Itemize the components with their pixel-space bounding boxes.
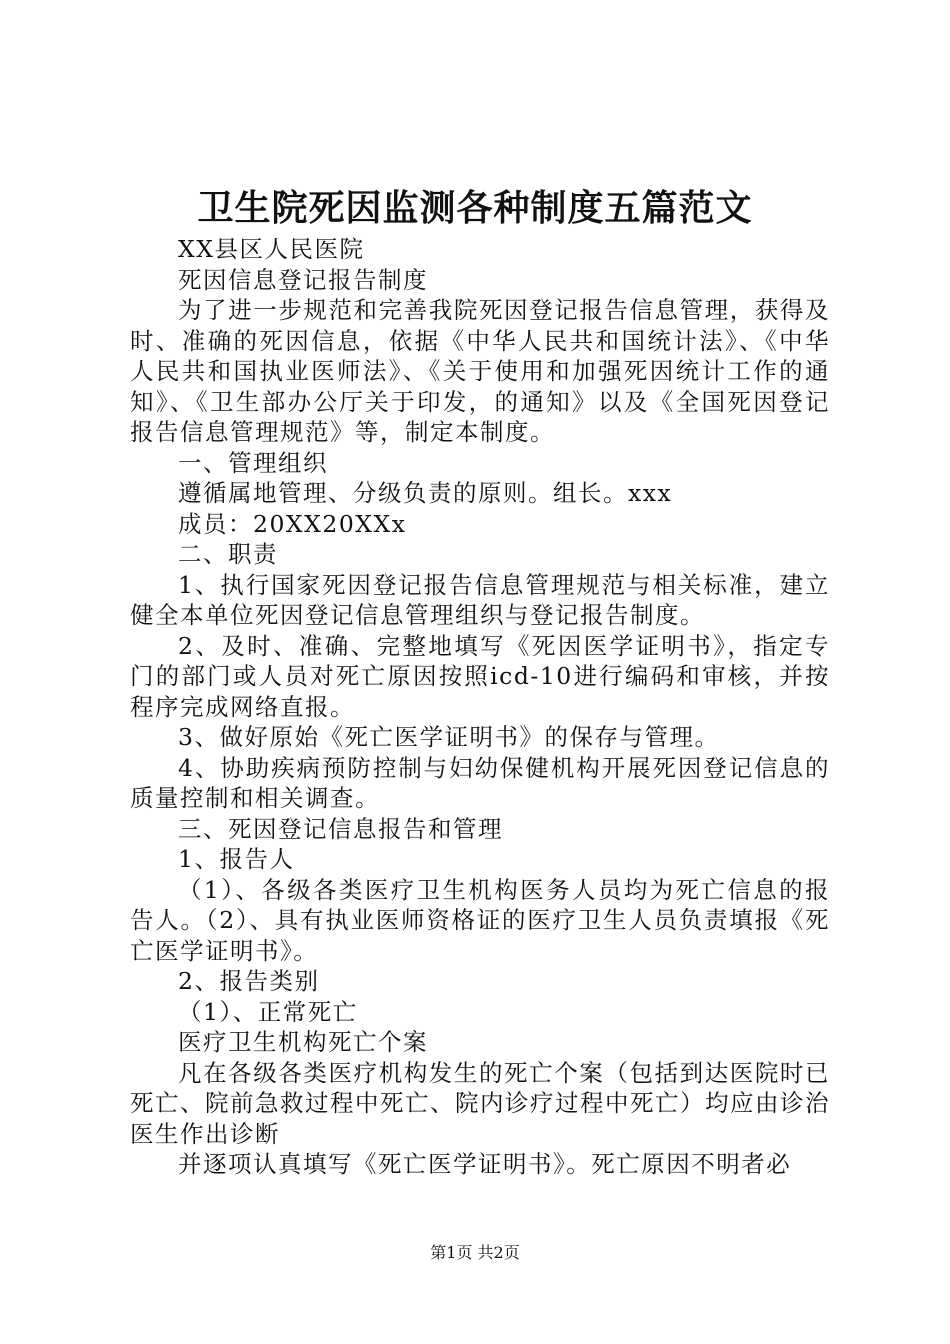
document-body: [130, 234, 830, 1180]
paragraph-reporter: （1）、各级各类医疗卫生机构医务人员均为死亡信息的报告人。（2）、具有执业医师资格证的医疗卫生人员负责填报《死亡医学证明书》。: [130, 875, 830, 965]
paragraph-policy-name: 死因信息登记报告制度: [178, 265, 428, 294]
section-heading-management: 一、管理组织: [178, 448, 328, 477]
paragraph-certificate: 并逐项认真填写《死亡医学证明书》。死亡原因不明者必: [178, 1150, 792, 1178]
paragraph-principle: 遵循属地管理、分级负责的原则。组长。xxx: [178, 479, 673, 507]
subheading-normal-death: （1）、正常死亡: [178, 997, 358, 1026]
page-footer: 第1页 共2页: [430, 1243, 520, 1262]
paragraph-institution-cases: 凡在各级各类医疗机构发生的死亡个案（包括到达医院时已死亡、院前急救过程中死亡、院内诊疗过程中死亡）均应由诊治医生作出诊断: [130, 1058, 830, 1148]
paragraph-intro: 为了进一步规范和完善我院死因登记报告信息管理，获得及时、准确的死因信息，依据《中华人民共和国统计法》、《中华人民共和国执业医师法》、《关于使用和加强死因统计工作的通知》、《卫生部办公厅关于印发，的通知》以及《全国死因登记报告信息管理规范》等，制定本制度。: [130, 296, 830, 446]
subheading-reporter: 1、报告人: [178, 845, 295, 873]
subheading-report-category: 2、报告类别: [178, 967, 320, 995]
section-heading-reporting: 三、死因登记信息报告和管理: [178, 814, 503, 843]
paragraph-duty-2: 2、及时、准确、完整地填写《死因医学证明书》，指定专门的部门或人员对死亡原因按照icd-10进行编码和审核，并按程序完成网络直报。: [130, 631, 830, 721]
section-heading-duties: 二、职责: [178, 540, 278, 568]
document-title: 卫生院死因监测各种制度五篇范文: [197, 187, 753, 229]
paragraph-members: 成员：20XX20XXx: [178, 509, 407, 538]
subheading-institution-cases: 医疗卫生机构死亡个案: [178, 1028, 428, 1056]
paragraph-hospital-name: XX县区人民医院: [178, 235, 365, 263]
paragraph-duty-4: 4、协助疾病预防控制与妇幼保健机构开展死因登记信息的质量控制和相关调查。: [130, 753, 830, 812]
paragraph-duty-1: 1、执行国家死因登记报告信息管理规范与相关标准，建立健全本单位死因登记信息管理组织与登记报告制度。: [130, 570, 830, 629]
paragraph-duty-3: 3、做好原始《死亡医学证明书》的保存与管理。: [178, 723, 720, 751]
